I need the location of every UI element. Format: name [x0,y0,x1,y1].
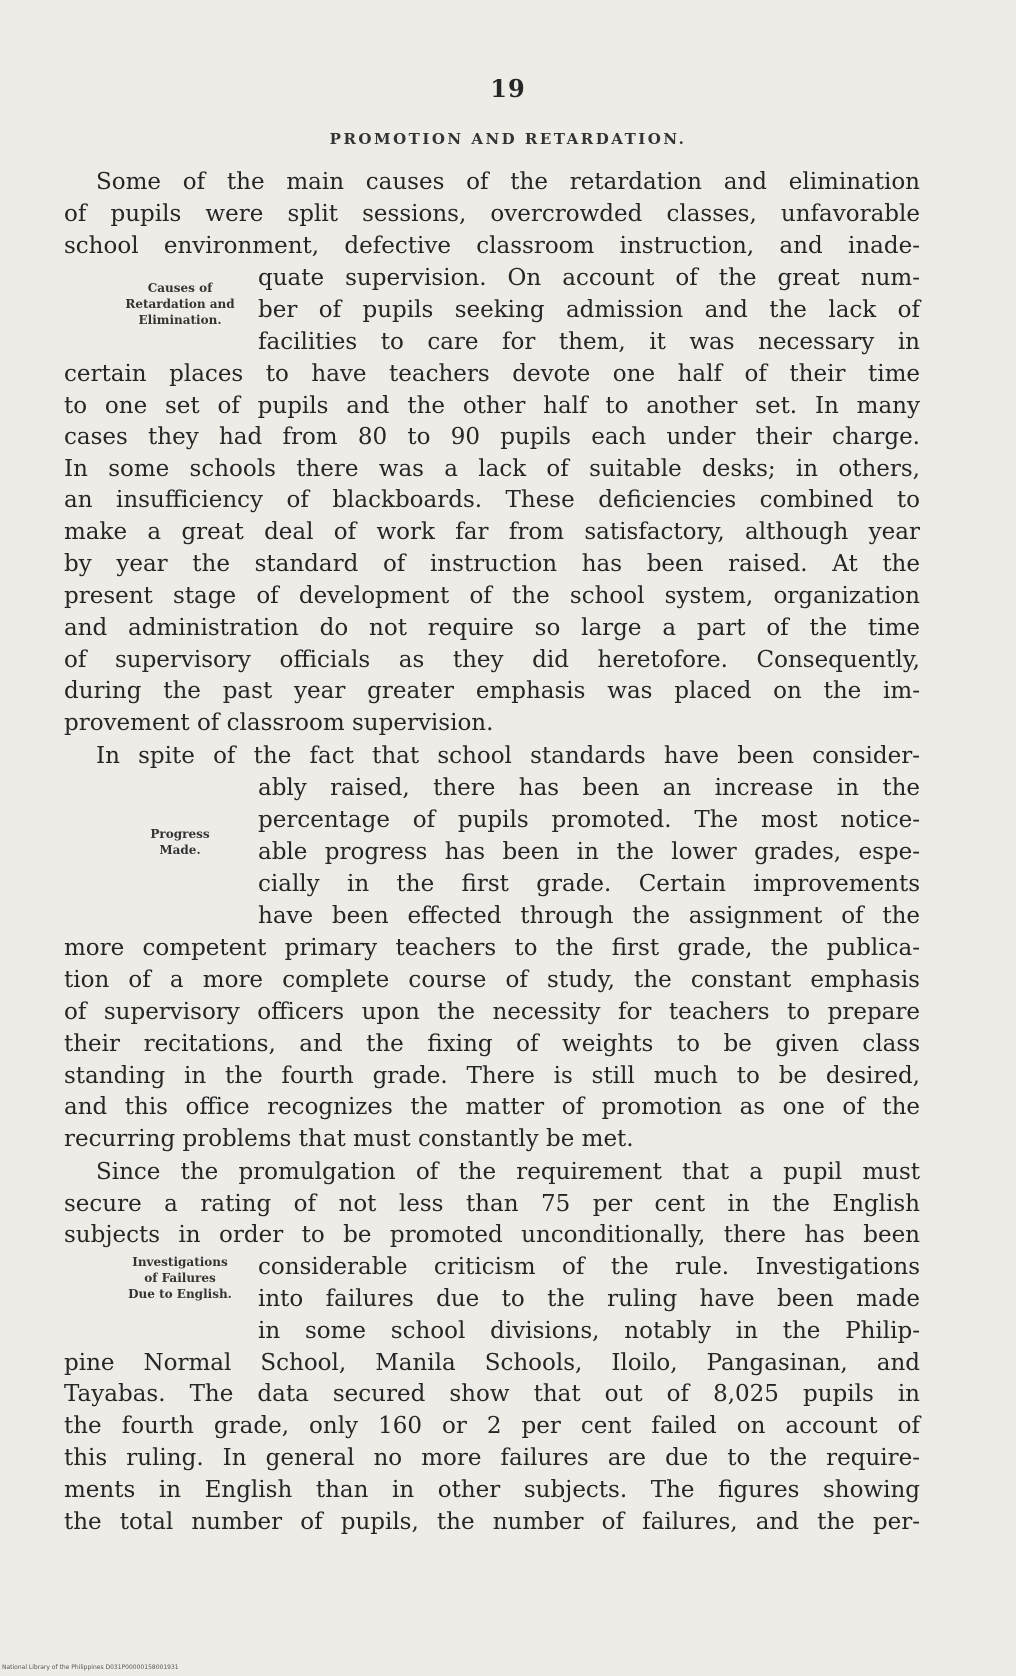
margin-note-line: Due to English. [128,1287,232,1301]
text-line: of supervisory officers upon the necessity for teachers to prepare [64,999,920,1025]
text-line: Since the promulgation of the requirement that a pupil must [96,1159,920,1185]
text-line: cases they had from 80 to 90 pupils each under their charge. [64,424,920,450]
text-line: of pupils were split sessions, overcrowded classes, unfavorable [64,201,920,227]
text-line: ber of pupils seeking admission and the lack of [258,297,920,323]
text-line: quate supervision. On account of the great num- [258,265,920,291]
margin-note-line: Made. [159,843,201,857]
text-line: In some schools there was a lack of suitable desks; in others, [64,456,920,482]
text-line: In spite of the fact that school standards have been consider- [96,743,920,769]
footer-note: National Library of the Philippines D031P00000158001931 [2,1664,179,1671]
margin-note-line: Causes of [147,281,213,295]
text-line: more competent primary teachers to the first grade, the publica- [64,935,920,961]
text-line: school environment, defective classroom instruction, and inade- [64,233,920,259]
page-number: 19 [490,74,526,103]
margin-note-line: Elimination. [138,313,222,327]
text-line: standing in the fourth grade. There is still much to be desired, [64,1063,920,1089]
text-line: recurring problems that must constantly be met. [64,1126,634,1152]
text-line: percentage of pupils promoted. The most notice- [258,807,920,833]
margin-note [110,280,250,328]
margin-note-line: Retardation and [125,297,235,311]
text-line: considerable criticism of the rule. Investigations [258,1254,920,1280]
margin-note-line: of Failures [144,1271,216,1285]
text-line: ments in English than in other subjects. The figures showing [64,1477,920,1503]
text-line: during the past year greater emphasis was placed on the im- [64,678,920,704]
text-line: by year the standard of instruction has been raised. At the [64,551,920,577]
text-line: to one set of pupils and the other half to another set. In many [64,393,920,419]
margin-note-line: Investigations [132,1255,228,1269]
text-line: facilities to care for them, it was necessary in [258,329,920,355]
text-line: into failures due to the ruling have been made [258,1286,920,1312]
text-line: provement of classroom supervision. [64,710,494,736]
text-line: tion of a more complete course of study, the constant emphasis [64,967,920,993]
text-line: secure a rating of not less than 75 per cent in the English [64,1191,920,1217]
text-line: the fourth grade, only 160 or 2 per cent failed on account of [64,1413,920,1439]
section-heading: PROMOTION AND RETARDATION. [329,130,687,148]
margin-note [110,1254,250,1302]
text-line: in some school divisions, notably in the Philip- [258,1318,920,1344]
text-line: Some of the main causes of the retardation and elimination [96,169,920,195]
text-line: cially in the first grade. Certain improvements [258,871,920,897]
text-line: make a great deal of work far from satisfactory, although year [64,519,920,545]
text-line: an insufficiency of blackboards. These deficiencies combined to [64,487,920,513]
text-line: their recitations, and the fixing of weights to be given class [64,1031,920,1057]
text-line: able progress has been in the lower grades, espe- [258,839,920,865]
text-line: ably raised, there has been an increase in the [258,775,920,801]
text-line: and administration do not require so large a part of the time [64,615,920,641]
text-line: this ruling. In general no more failures are due to the require- [64,1445,920,1471]
text-line: Tayabas. The data secured show that out of 8,025 pupils in [64,1381,920,1407]
text-line: have been effected through the assignment of the [258,903,920,929]
text-line: subjects in order to be promoted unconditionally, there has been [64,1222,920,1248]
text-line: the total number of pupils, the number of failures, and the per- [64,1509,920,1535]
margin-note-line: Progress [150,827,210,841]
text-line: of supervisory officials as they did heretofore. Consequently, [64,647,920,673]
text-line: certain places to have teachers devote one half of their time [64,361,920,387]
text-line: and this office recognizes the matter of promotion as one of the [64,1094,920,1120]
text-line: present stage of development of the school system, organization [64,583,920,609]
margin-note [110,826,250,858]
text-line: pine Normal School, Manila Schools, Iloilo, Pangasinan, and [64,1350,920,1376]
